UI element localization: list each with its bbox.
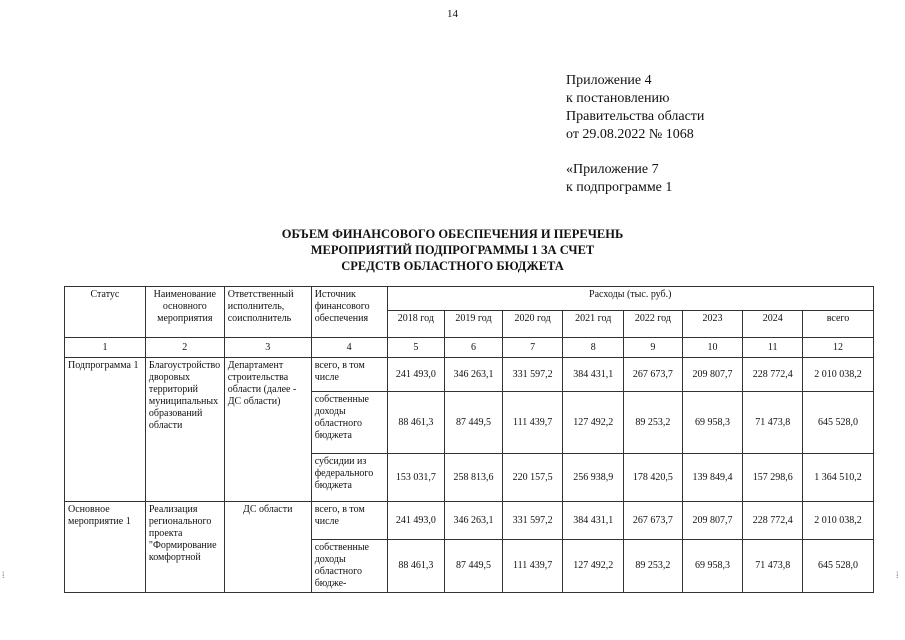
value-cell: 267 673,7 <box>624 502 683 540</box>
value-cell: 88 461,3 <box>387 392 445 454</box>
value-cell: 69 958,3 <box>682 540 743 593</box>
value-cell: 228 772,4 <box>743 358 803 392</box>
group-name-cell: Реализация регионального проекта "Формирование комфортной <box>145 502 224 593</box>
table-row <box>65 502 874 540</box>
value-cell: 331 597,2 <box>502 358 563 392</box>
appendix-gap <box>566 144 704 161</box>
value-cell: 209 807,7 <box>682 358 743 392</box>
column-number-row <box>65 338 874 358</box>
year-header-cell: 2024 <box>743 311 803 338</box>
value-cell: 89 253,2 <box>624 540 683 593</box>
year-header-cell: 2023 <box>682 311 743 338</box>
value-cell: 89 253,2 <box>624 392 683 454</box>
title-line: МЕРОПРИЯТИЙ ПОДПРОГРАММЫ 1 ЗА СЧЕТ <box>310 243 595 257</box>
header-row <box>65 287 874 311</box>
header-status: Статус <box>65 287 146 338</box>
value-cell: 267 673,7 <box>624 358 683 392</box>
value-cell: 127 492,2 <box>563 392 624 454</box>
year-header-cell: 2022 год <box>624 311 683 338</box>
value-cell: 2 010 038,2 <box>803 502 874 540</box>
value-cell: 1 364 510,2 <box>803 454 874 502</box>
value-cell: 111 439,7 <box>502 540 563 593</box>
value-cell: 2 010 038,2 <box>803 358 874 392</box>
value-cell: 645 528,0 <box>803 540 874 593</box>
value-cell: 241 493,0 <box>387 358 445 392</box>
column-number-cell: 12 <box>803 338 874 358</box>
value-cell: 209 807,7 <box>682 502 743 540</box>
value-cell: 331 597,2 <box>502 502 563 540</box>
column-number-cell: 10 <box>682 338 743 358</box>
column-number-cell: 11 <box>743 338 803 358</box>
value-cell: 157 298,6 <box>743 454 803 502</box>
column-number-cell: 1 <box>65 338 146 358</box>
source-cell: всего, в том числе <box>311 502 387 540</box>
margin-mark-right: ⁞ <box>896 570 899 580</box>
page-number: 14 <box>447 8 458 20</box>
header-source: Источник финансового обеспечения <box>311 287 387 338</box>
value-cell: 139 849,4 <box>682 454 743 502</box>
column-number-cell: 6 <box>445 338 503 358</box>
value-cell: 69 958,3 <box>682 392 743 454</box>
source-cell: собственные доходы областного бюджета <box>311 392 387 454</box>
year-header-cell: 2021 год <box>563 311 624 338</box>
value-cell: 111 439,7 <box>502 392 563 454</box>
value-cell: 87 449,5 <box>445 540 503 593</box>
value-cell: 71 473,8 <box>743 540 803 593</box>
column-number-cell: 9 <box>624 338 683 358</box>
value-cell: 87 449,5 <box>445 392 503 454</box>
value-cell: 127 492,2 <box>563 540 624 593</box>
budget-table <box>64 286 874 593</box>
appendix-line: «Приложение 7 <box>566 162 659 177</box>
column-number-cell: 5 <box>387 338 445 358</box>
year-header-cell: 2018 год <box>387 311 445 338</box>
group-status-cell: Подпрограмма 1 <box>65 358 146 502</box>
value-cell: 178 420,5 <box>624 454 683 502</box>
title-line: ОБЪЕМ ФИНАНСОВОГО ОБЕСПЕЧЕНИЯ И ПЕРЕЧЕНЬ <box>281 227 624 241</box>
value-cell: 346 263,1 <box>445 358 503 392</box>
value-cell: 346 263,1 <box>445 502 503 540</box>
group-executor-cell: ДС области <box>224 502 311 593</box>
appendix-line: к подпрограмме 1 <box>566 180 673 195</box>
header-expenses: Расходы (тыс. руб.) <box>387 287 873 311</box>
group-name-cell: Благоустройство дворовых территорий муниципальных образований области <box>145 358 224 502</box>
appendix-line: от 29.08.2022 № 1068 <box>566 127 694 142</box>
year-header-cell: всего <box>803 311 874 338</box>
source-cell: всего, в том числе <box>311 358 387 392</box>
margin-mark-left: ⁞ <box>2 570 5 580</box>
column-number-cell: 4 <box>311 338 387 358</box>
value-cell: 241 493,0 <box>387 502 445 540</box>
value-cell: 258 813,6 <box>445 454 503 502</box>
group-executor-cell: Департамент строительства области (далее - ДС области) <box>224 358 311 502</box>
value-cell: 228 772,4 <box>743 502 803 540</box>
value-cell: 384 431,1 <box>563 502 624 540</box>
value-cell: 384 431,1 <box>563 358 624 392</box>
appendix-line: к постановлению <box>566 91 670 106</box>
value-cell: 153 031,7 <box>387 454 445 502</box>
header-name: Наименование основного мероприятия <box>145 287 224 338</box>
document-title <box>0 226 905 274</box>
value-cell: 88 461,3 <box>387 540 445 593</box>
header-executor: Ответственный исполнитель, соисполнитель <box>224 287 311 338</box>
appendix-line: Правительства области <box>566 109 705 124</box>
value-cell: 220 157,5 <box>502 454 563 502</box>
table-row <box>65 358 874 392</box>
year-header-cell: 2019 год <box>445 311 503 338</box>
value-cell: 645 528,0 <box>803 392 874 454</box>
source-cell: субсидии из федерального бюджета <box>311 454 387 502</box>
appendix-line: Приложение 4 <box>566 73 652 88</box>
column-number-cell: 3 <box>224 338 311 358</box>
group-status-cell: Основное мероприятие 1 <box>65 502 146 593</box>
year-header-cell: 2020 год <box>502 311 563 338</box>
column-number-cell: 2 <box>145 338 224 358</box>
column-number-cell: 8 <box>563 338 624 358</box>
title-line: СРЕДСТВ ОБЛАСТНОГО БЮДЖЕТА <box>341 259 564 273</box>
source-cell: собственные доходы областного бюдже- <box>311 540 387 593</box>
value-cell: 71 473,8 <box>743 392 803 454</box>
column-number-cell: 7 <box>502 338 563 358</box>
appendix-block <box>566 72 704 197</box>
value-cell: 256 938,9 <box>563 454 624 502</box>
